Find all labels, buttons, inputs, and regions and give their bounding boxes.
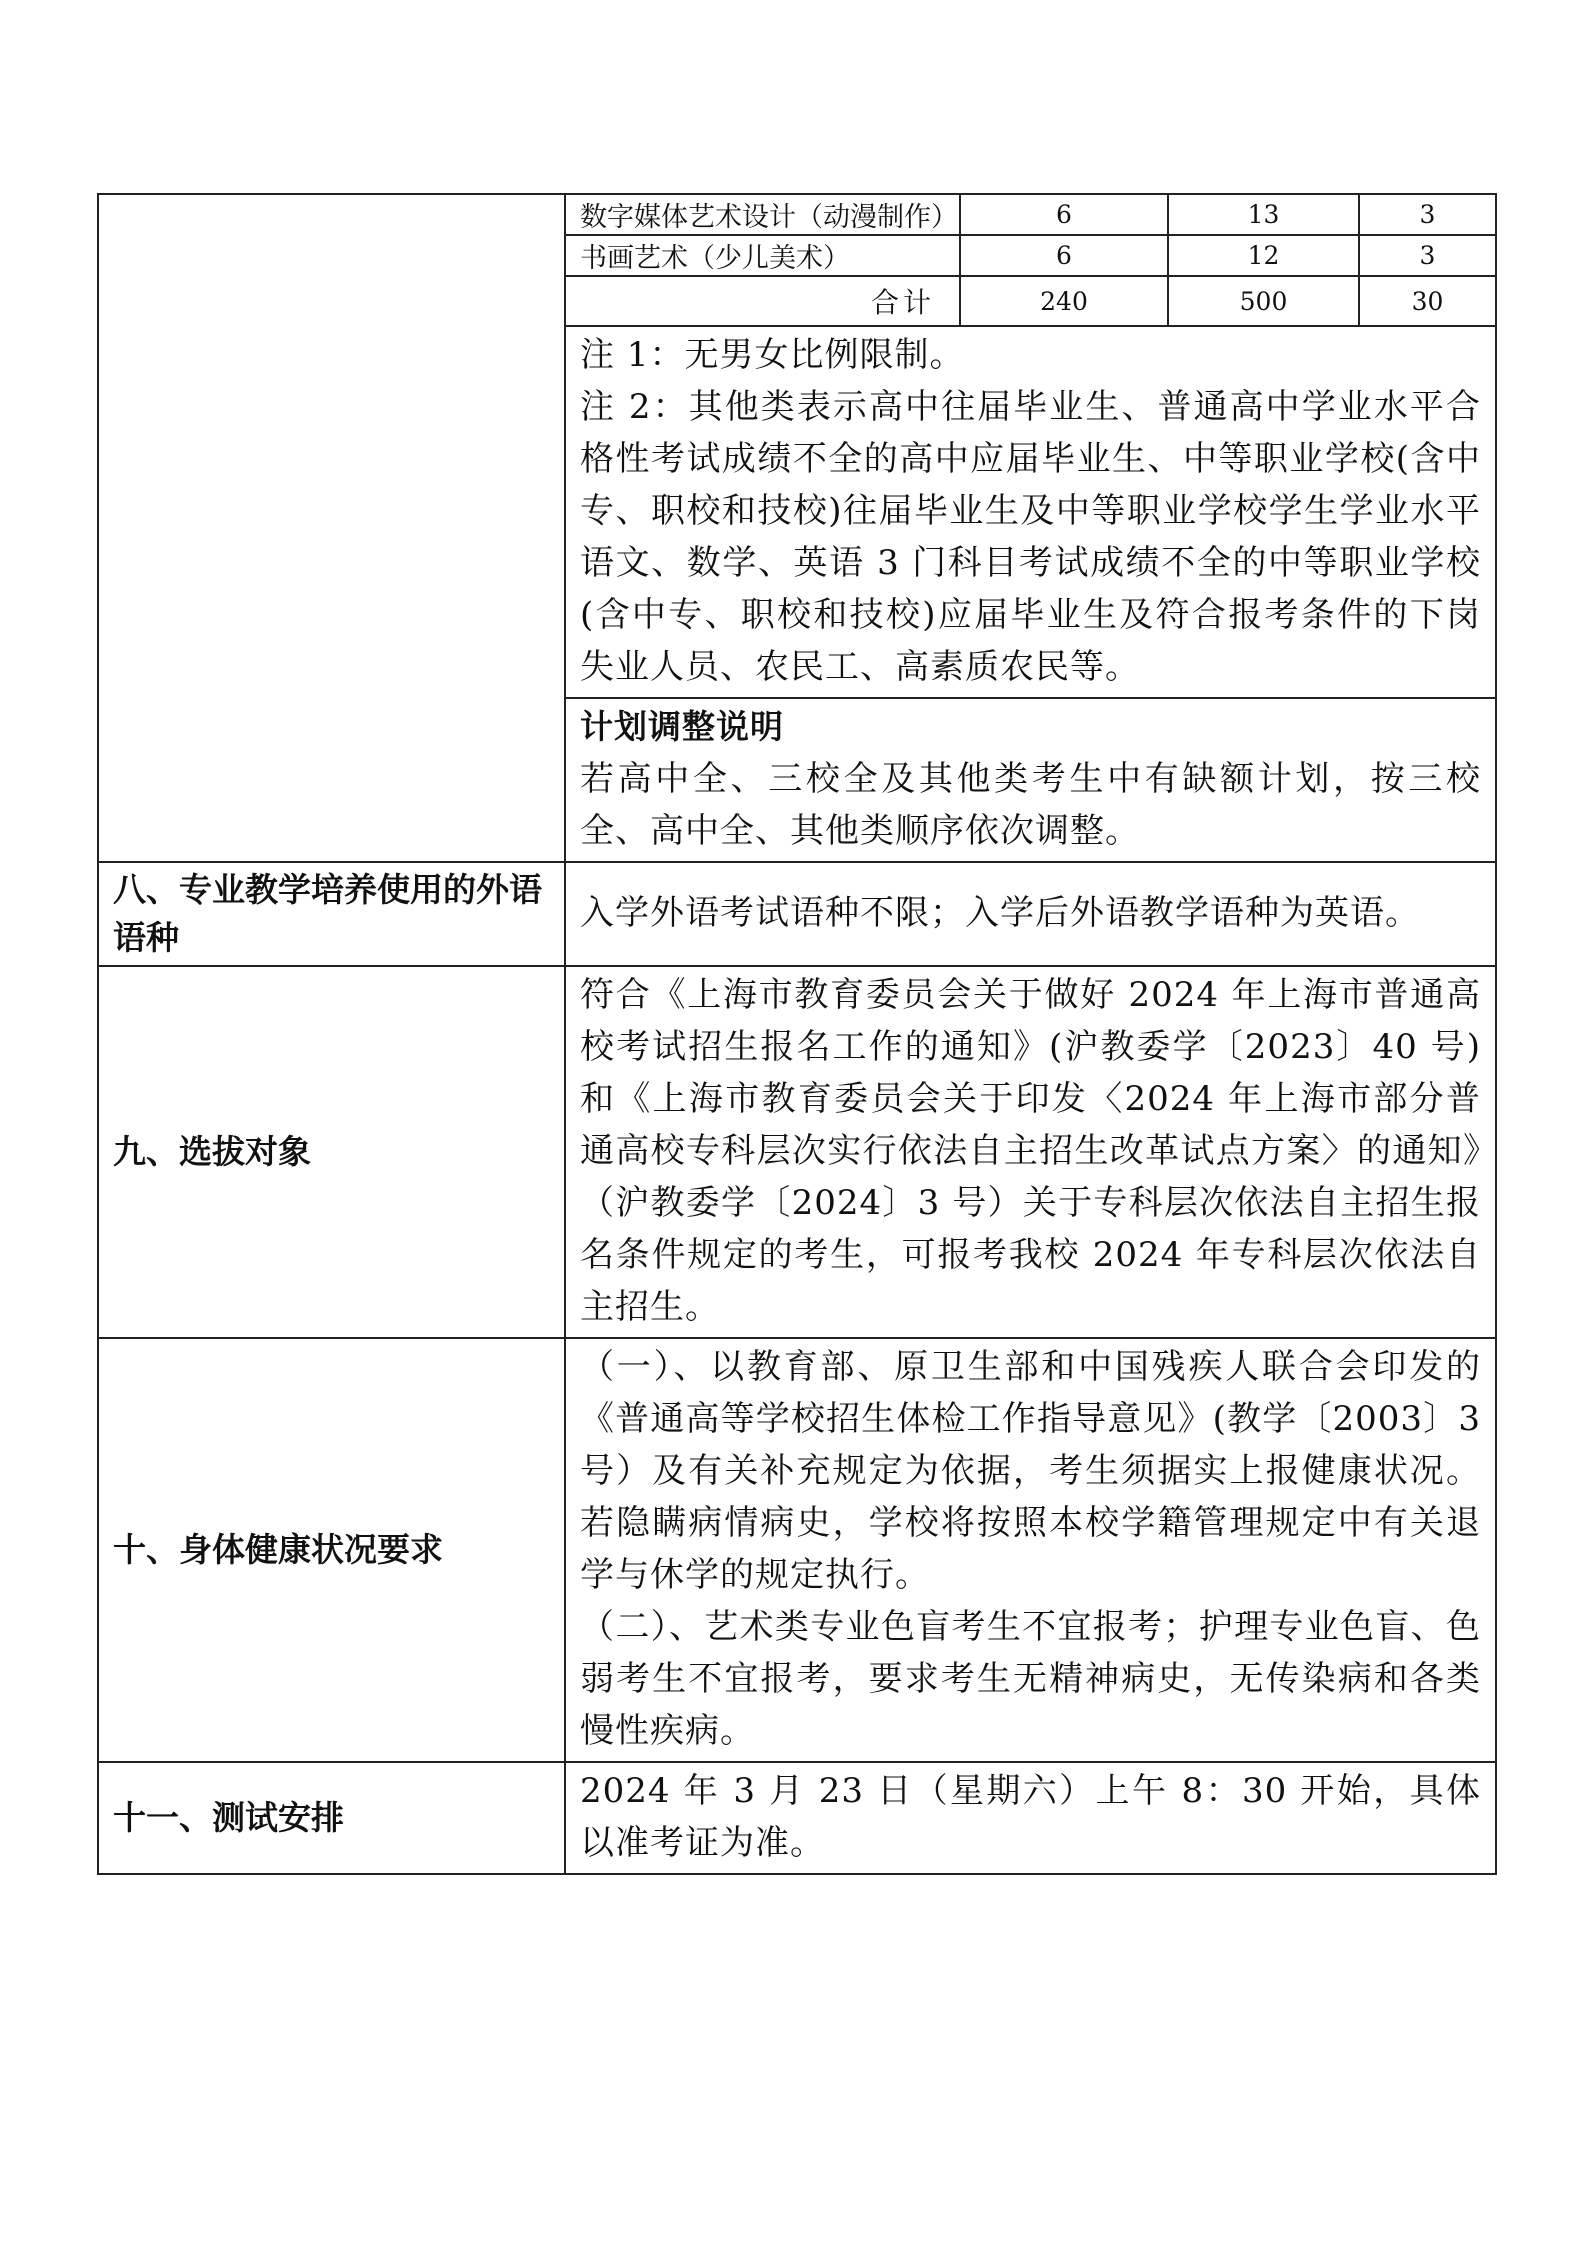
note-2: 注 2：其他类表示高中往届毕业生、普通高中学业水平合格性考试成绩不全的高中应届毕业生、中等职业学校(含中专、职校和技校)往届毕业生及中等职业学校学生学业水平语文、数学、英语 3 门科目考试成绩不全的中等职业学校(含中专、职校和技校)应届毕业生及符合报考条件的下岗失业人员、农民工、高素质农民等。 — [580, 387, 1481, 687]
blank-label-cell — [98, 194, 565, 862]
section-row-11 — [98, 1762, 1496, 1874]
section-content: 符合《上海市教育委员会关于做好 2024 年上海市普通高校考试招生报名工作的通知》(沪教委学〔2023〕40 号)和《上海市教育委员会关于印发〈2024 年上海市部分普通高校专科层次实行依法自主招生改革试点方案〉的通知》（沪教委学〔2024〕3 号）关于专科层次依法自主招生报名条件规定的考生，可报考我校 2024 年专科层次依法自主招生。 — [565, 966, 1496, 1338]
quota-value: 3 — [1359, 194, 1496, 235]
quota-value: 13 — [1168, 194, 1359, 235]
quota-value: 3 — [1359, 235, 1496, 276]
total-value: 240 — [960, 276, 1168, 326]
quota-value: 6 — [960, 235, 1168, 276]
section-label: 十、身体健康状况要求 — [98, 1338, 565, 1762]
health-paragraph-1: （一）、以教育部、原卫生部和中国残疾人联合会印发的《普通高等学校招生体检工作指导意见》(教学〔2003〕3 号）及有关补充规定为依据，考生须据实上报健康状况。若隐瞒病情病史，学校将按照本校学籍管理规定中有关退学与休学的规定执行。 — [580, 1347, 1481, 1595]
section-content — [565, 1338, 1496, 1762]
note-1: 注 1：无男女比例限制。 — [580, 335, 965, 375]
quota-value: 12 — [1168, 235, 1359, 276]
quota-value: 6 — [960, 194, 1168, 235]
total-label: 合计 — [565, 276, 960, 326]
notes-cell — [565, 326, 1496, 698]
total-value: 30 — [1359, 276, 1496, 326]
section-row-8 — [98, 862, 1496, 966]
section-label: 十一、测试安排 — [98, 1762, 565, 1874]
section-content: 入学外语考试语种不限；入学后外语教学语种为英语。 — [565, 862, 1496, 966]
section-content: 2024 年 3 月 23 日（星期六）上午 8：30 开始，具体以准考证为准。 — [565, 1762, 1496, 1874]
total-value: 500 — [1168, 276, 1359, 326]
major-name: 书画艺术（少儿美术） — [565, 235, 960, 276]
quota-row — [98, 194, 1496, 235]
admission-info-table — [97, 193, 1497, 1875]
section-label: 九、选拔对象 — [98, 966, 565, 1338]
adjustment-title: 计划调整说明 — [580, 707, 784, 746]
adjustment-text: 若高中全、三校全及其他类考生中有缺额计划，按三校全、高中全、其他类顺序依次调整。 — [580, 759, 1481, 851]
section-row-9 — [98, 966, 1496, 1338]
section-row-10 — [98, 1338, 1496, 1762]
adjustment-cell — [565, 698, 1496, 862]
section-label: 八、专业教学培养使用的外语语种 — [98, 862, 565, 966]
major-name: 数字媒体艺术设计（动漫制作） — [565, 194, 960, 235]
health-paragraph-2: （二）、艺术类专业色盲考生不宜报考；护理专业色盲、色弱考生不宜报考，要求考生无精神病史，无传染病和各类慢性疾病。 — [580, 1607, 1481, 1751]
